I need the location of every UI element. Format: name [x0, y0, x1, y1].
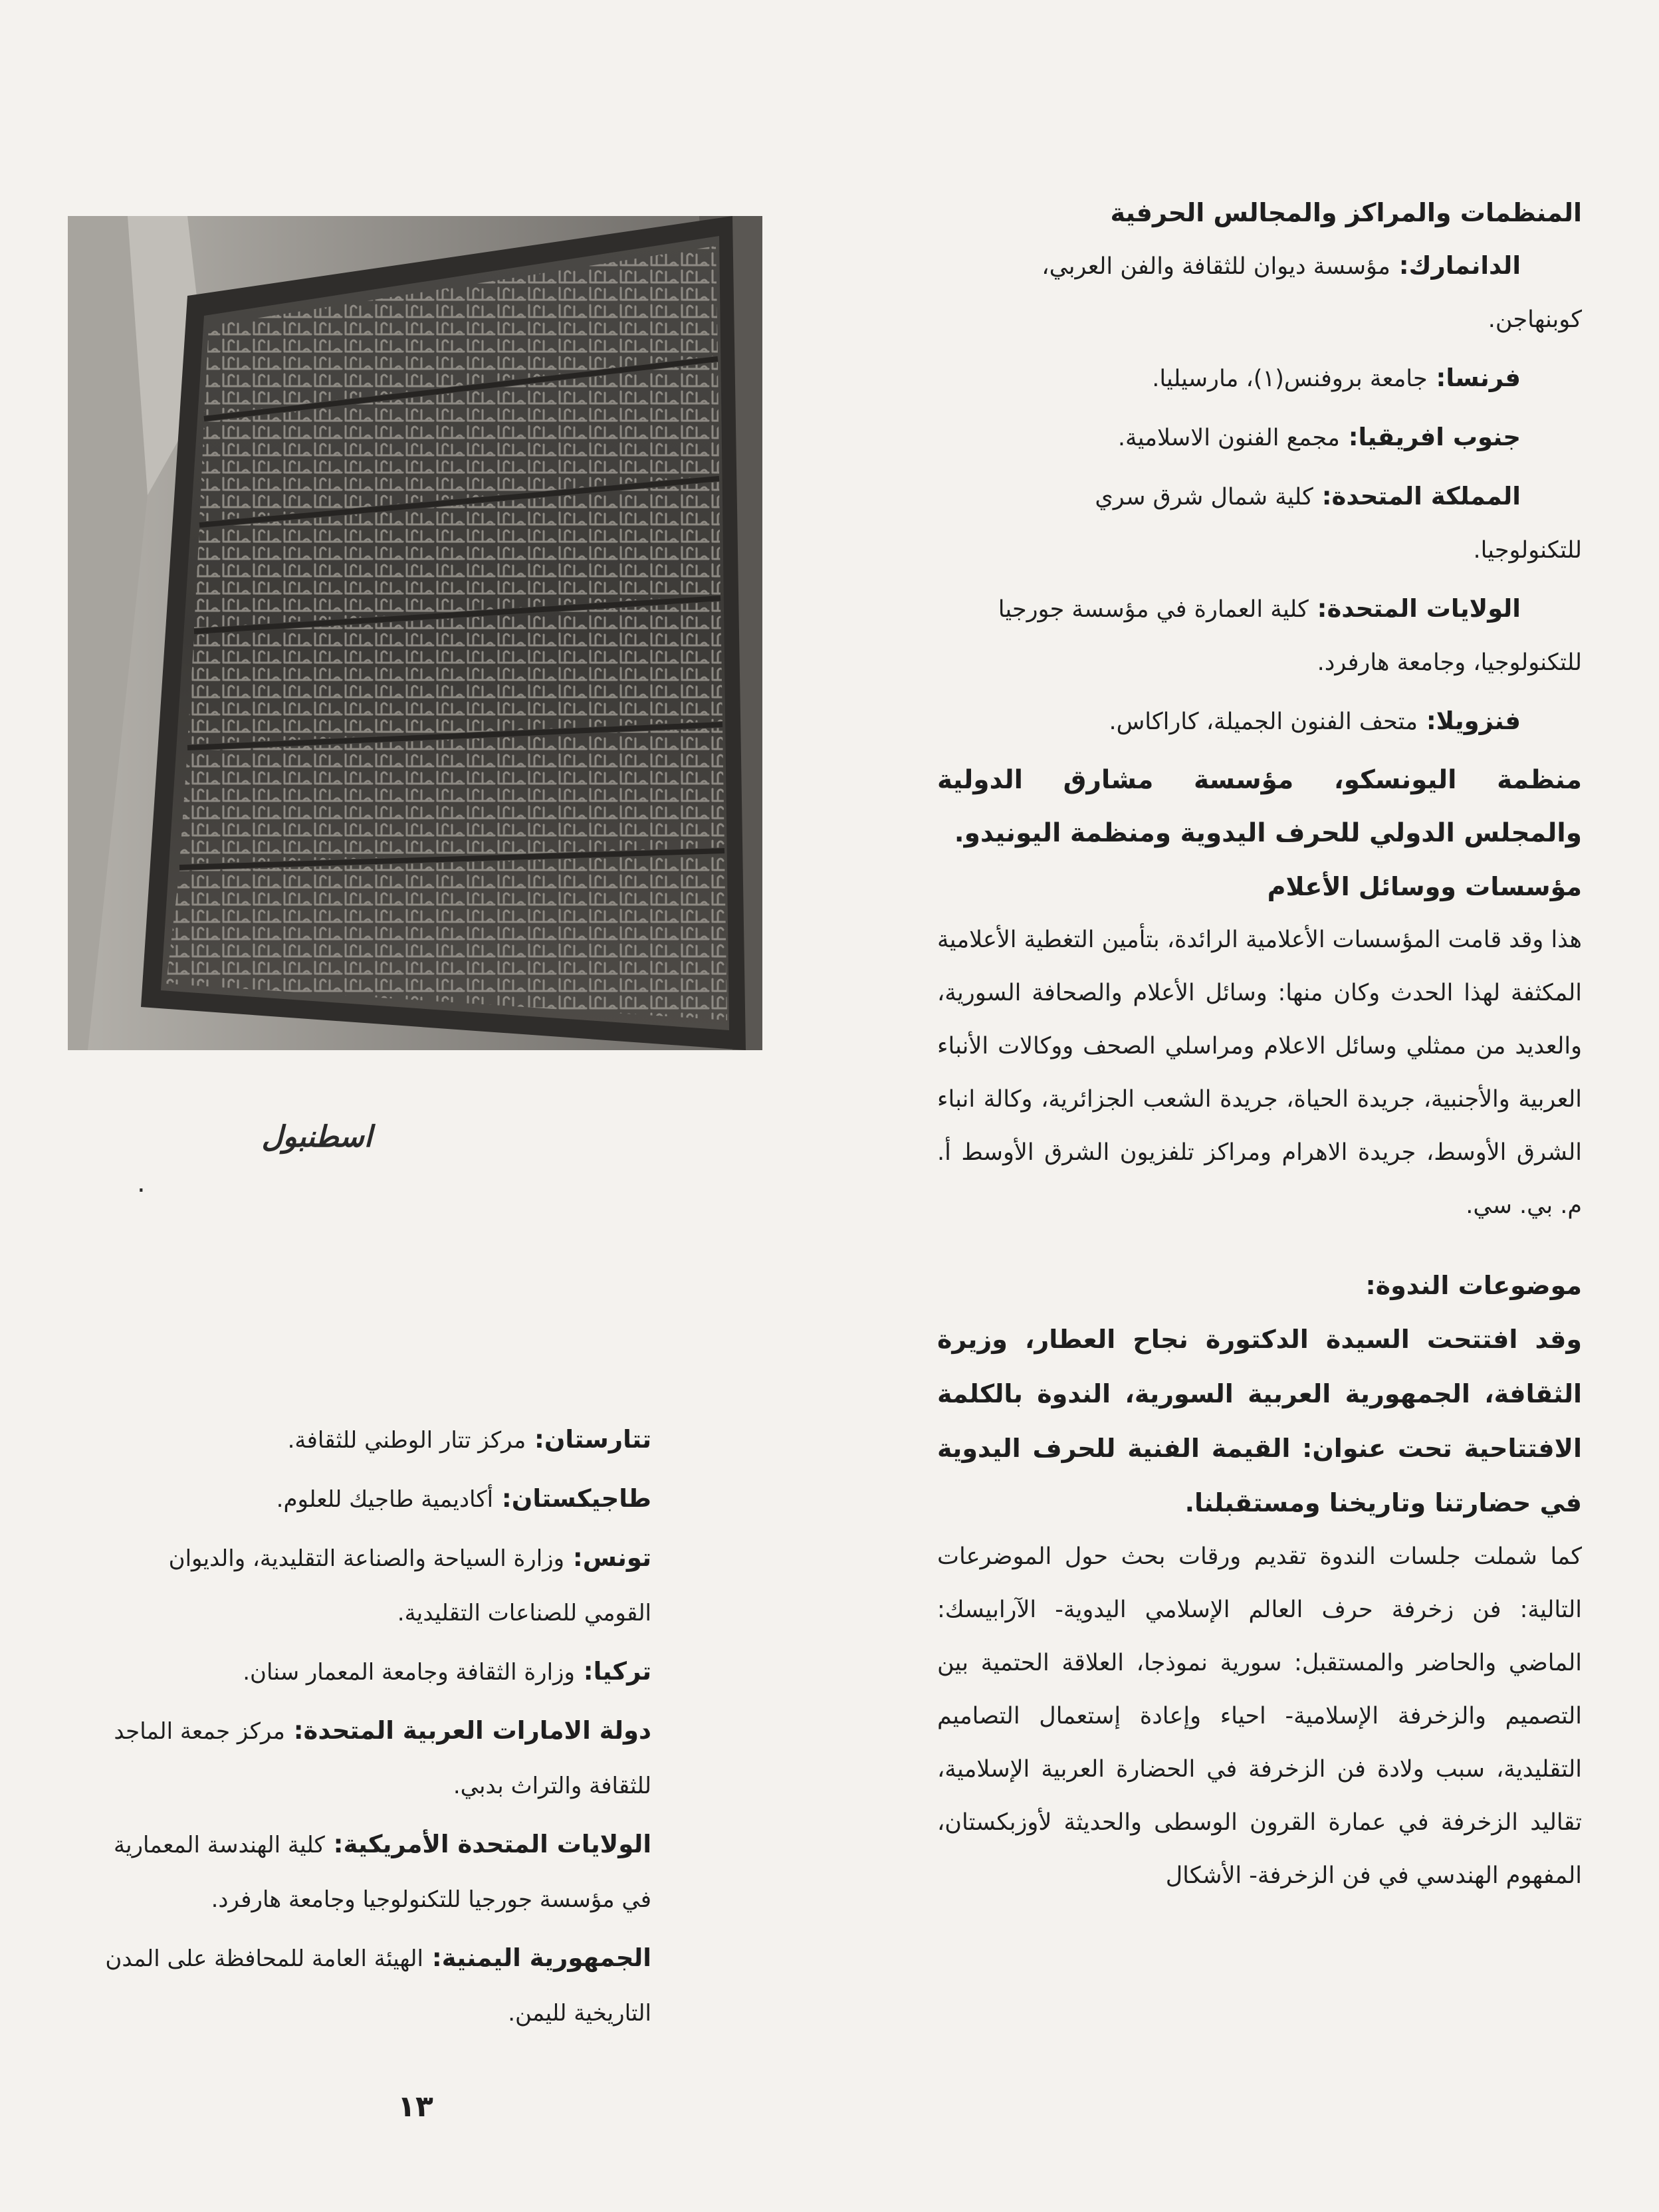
- entry-usa: الولايات المتحدة: كلية العمارة في مؤسسة جورجيا للتكنولوجيا، وجامعة هارفرد.: [998, 594, 1582, 676]
- entry-south-africa: جنوب افريقيا: مجمع الفنون الاسلامية.: [1117, 423, 1521, 451]
- country-name: الدانمارك: [1408, 251, 1521, 280]
- page-number: ١٣: [397, 2090, 433, 2124]
- entry-tatarstan: تتارستان: مركز تتار الوطني للثقافة.: [287, 1425, 651, 1454]
- country-name: الولايات المتحدة: [1327, 594, 1521, 623]
- country-name: دولة الامارات العربية المتحدة: [303, 1716, 651, 1745]
- country-name: فرنسا: [1446, 364, 1521, 392]
- institution-text: وزارة السياحة والصناعة التقليدية، والديوان: [168, 1545, 565, 1572]
- country-name: الجمهورية اليمنية: [441, 1943, 651, 1972]
- institution-text: مؤسسة ديوان للثقافة والفن العربي،: [1042, 253, 1390, 280]
- crafts-heading: المنظمات والمراكز والمجالس الحرفية: [1110, 198, 1582, 227]
- country-name: جنوب افريقيا: [1358, 423, 1521, 451]
- institution-text-cont: القومي للصناعات التقليدية.: [397, 1600, 651, 1626]
- topics-heading: موضوعات الندوة:: [1365, 1271, 1582, 1300]
- photo-caption: اسطنبول: [261, 1120, 372, 1154]
- institution-text-cont: للثقافة والتراث بدبي.: [453, 1773, 651, 1799]
- opening-lead: وقد افتتحت السيدة الدكتورة نجاح العطار، وزيرة الثقافة، الجمهورية العربية السورية، الندوة بالكلمة الافتتاحية تحت عنوان:: [937, 1325, 1583, 1463]
- country-name: المملكة المتحدة: [1331, 482, 1521, 510]
- opening-paragraph: [937, 1312, 1582, 1530]
- country-name: طاجيكستان: [511, 1484, 651, 1513]
- entry-turkey: تركيا: وزارة الثقافة وجامعة المعمار سنان.: [243, 1657, 651, 1686]
- section-spacer: [937, 1232, 1582, 1259]
- media-paragraph: هذا وقد قامت المؤسسات الأعلامية الرائدة، بتأمين التغطية الأعلامية المكثفة لهذا الحدث وكان منها: وسائل الأعلام والصحافة السورية، والعديد من ممثلي وسائل الاعلام ومراسلي الصحف ووكالات الأنباء العربية والأجنبية، جريدة الحياة، جريدة الشعب الجزائرية، وكالة انباء الشرق الأوسط، جريدة الاهرام ومراكز تلفزيون الشرق الأوسط أ. م. بي. سي.: [937, 927, 1582, 1219]
- country-name: تونس: [582, 1543, 651, 1572]
- country-name: تركيا: [593, 1657, 651, 1686]
- country-name: الولايات المتحدة الأمريكية: [343, 1830, 651, 1858]
- institution-text-cont: في مؤسسة جورجيا للتكنولوجيا وجامعة هارفرد.: [211, 1886, 651, 1913]
- caption-dot: .: [137, 1168, 146, 1198]
- calligraphy-panel-photo: [68, 216, 762, 1050]
- institution-text-cont: للتكنولوجيا، وجامعة هارفرد.: [1317, 649, 1582, 676]
- unesco-paragraph: منظمة اليونسكو، مؤسسة مشارق الدولية والمجلس الدولي للحرف اليدوية ومنظمة اليونيدو.: [937, 765, 1582, 848]
- institution-text: كلية العمارة في مؤسسة جورجيا: [998, 596, 1309, 623]
- left-column: [93, 1412, 651, 2077]
- institution-text: الهيئة العامة للمحافظة على المدن: [105, 1945, 423, 1972]
- entry-tajikistan: طاجيكستان: أكاديمية طاجيك للعلوم.: [276, 1484, 651, 1513]
- institution-text: أكاديمية طاجيك للعلوم.: [276, 1486, 494, 1513]
- calligraphy-panel-image: [68, 216, 762, 1050]
- entry-yemen: الجمهورية اليمنية: الهيئة العامة للمحافظة على المدن التاريخية لليمن.: [105, 1943, 651, 2027]
- entry-france: فرنسا: جامعة بروفنس(١)، مارسيليا.: [1152, 364, 1521, 392]
- sessions-paragraph: كما شملت جلسات الندوة تقديم ورقات بحث حول الموضرعات التالية: فن زخرفة حرف العالم الإسلامي اليدوية- الآرابيسك: الماضي والحاضر والمستقبل: سورية نموذجا، العلاقة الحتمية بين التصميم والزخرفة الإسلامية- احياء وإعادة إستعمال التصاميم التقليدية، سبب ولادة فن الزخرفة في الحضارة العربية الإسلامية، تقاليد الزخرفة في عمارة القرون الوسطى والحديثة لأوزبكستان، المفهوم الهندسي في فن الزخرفة- الأشكال: [937, 1543, 1582, 1889]
- entry-uae: دولة الامارات العربية المتحدة: مركز جمعة الماجد للثقافة والتراث بدبي.: [114, 1716, 651, 1799]
- institution-text: متحف الفنون الجميلة، كاراكاس.: [1109, 709, 1418, 735]
- right-column: [937, 186, 1583, 1889]
- institution-text: مركز تتار الوطني للثقافة.: [287, 1427, 526, 1454]
- entry-uk: المملكة المتحدة: كلية شمال شرق سري للتكنولوجيا.: [1095, 482, 1582, 564]
- entry-usa-2: الولايات المتحدة الأمريكية: كلية الهندسة المعمارية في مؤسسة جورجيا للتكنولوجيا وجامعة هارفرد.: [113, 1830, 651, 1913]
- institution-text-cont: التاريخية لليمن.: [508, 2000, 651, 2027]
- institution-text: مركز جمعة الماجد: [114, 1718, 285, 1745]
- entry-venezuela: فنزويلا: متحف الفنون الجميلة، كاراكاس.: [1109, 707, 1521, 735]
- calligraphy-rows: [166, 246, 727, 1020]
- opening-title: القيمة الفنية للحرف اليدوية في حضارتنا وتاريخنا ومستقبلنا.: [937, 1434, 1582, 1517]
- institution-text: جامعة بروفنس(١)، مارسيليا.: [1152, 366, 1428, 392]
- country-name: فنزويلا: [1436, 707, 1521, 735]
- entry-denmark: الدانمارك: مؤسسة ديوان للثقافة والفن العربي، كوبنهاجن.: [1042, 251, 1582, 333]
- institution-text: كلية الهندسة المعمارية: [113, 1832, 325, 1858]
- institution-text-cont: كوبنهاجن.: [1488, 306, 1582, 333]
- institution-text: مجمع الفنون الاسلامية.: [1117, 425, 1340, 451]
- country-name: تتارستان: [544, 1425, 651, 1454]
- entry-tunisia: تونس: وزارة السياحة والصناعة التقليدية، والديوان القومي للصناعات التقليدية.: [168, 1543, 651, 1626]
- media-heading: مؤسسات ووسائل الأعلام: [1267, 872, 1582, 901]
- institution-text-cont: للتكنولوجيا.: [1473, 537, 1582, 564]
- institution-text: كلية شمال شرق سري: [1095, 484, 1313, 510]
- institution-text: وزارة الثقافة وجامعة المعمار سنان.: [243, 1659, 575, 1686]
